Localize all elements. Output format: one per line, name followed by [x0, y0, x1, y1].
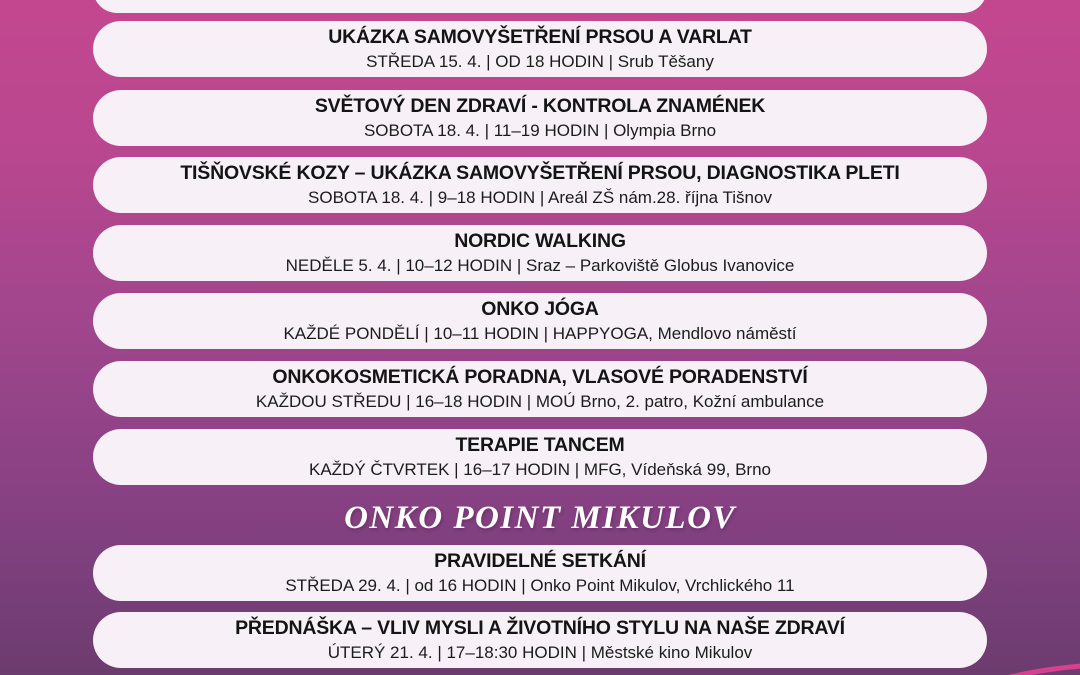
event-details: ÚTERÝ 21. 4. | 17–18:30 HODIN | Městské kino Mikulov	[327, 642, 753, 662]
event-card-svetovy-den	[93, 90, 987, 146]
event-title: TIŠŇOVSKÉ KOZY – UKÁZKA SAMOVYŠETŘENÍ PRSOU, DIAGNOSTIKA PLETI	[180, 162, 900, 185]
event-card-ukazka	[93, 21, 987, 77]
event-title: ONKOKOSMETICKÁ PORADNA, VLASOVÉ PORADENSTVÍ	[272, 366, 808, 389]
event-details: STŘEDA 15. 4. | OD 18 HODIN | Srub Těšany	[366, 51, 714, 71]
section-header-onko-point-mikulov: ONKO POINT MIKULOV	[344, 500, 736, 536]
event-title: UKÁZKA SAMOVYŠETŘENÍ PRSOU A VARLAT	[328, 26, 752, 49]
event-title: SVĚTOVÝ DEN ZDRAVÍ - KONTROLA ZNAMÉNEK	[314, 95, 766, 118]
event-card-nordic-walking	[93, 225, 987, 281]
event-title: TERAPIE TANCEM	[455, 434, 625, 457]
event-title: ONKO JÓGA	[481, 298, 599, 321]
event-card-tisnovske-kozy	[93, 157, 987, 213]
event-details: SOBOTA 18. 4. | 11–19 HODIN | Olympia Brno	[363, 120, 717, 140]
event-details: KAŽDOU STŘEDU | 16–18 HODIN | MOÚ Brno, 2. patro, Kožní ambulance	[255, 391, 825, 411]
partial-event-card-top	[93, 0, 987, 13]
event-card-onkokosmeticka	[93, 361, 987, 417]
event-details: SOBOTA 18. 4. | 9–18 HODIN | Areál ZŠ nám.28. října Tišnov	[308, 187, 772, 207]
event-details: KAŽDÝ ČTVRTEK | 16–17 HODIN | MFG, Vídeňská 99, Brno	[308, 459, 771, 479]
event-card-prednaska	[93, 612, 987, 668]
event-title: NORDIC WALKING	[454, 230, 626, 253]
event-title: PŘEDNÁŠKA – VLIV MYSLI A ŽIVOTNÍHO STYLU NA NAŠE ZDRAVÍ	[235, 617, 845, 640]
event-details: STŘEDA 29. 4. | od 16 HODIN | Onko Point Mikulov, Vrchlického 11	[285, 575, 795, 595]
event-card-onko-joga	[93, 293, 987, 349]
event-details: KAŽDÉ PONDĚLÍ | 10–11 HODIN | HAPPYOGA, Mendlovo náměstí	[283, 323, 797, 343]
event-card-pravidelne-setkani	[93, 545, 987, 601]
event-title: PRAVIDELNÉ SETKÁNÍ	[434, 550, 646, 573]
event-details: NEDĚLE 5. 4. | 10–12 HODIN | Sraz – Parkoviště Globus Ivanovice	[285, 255, 795, 275]
event-card-terapie-tancem	[93, 429, 987, 485]
